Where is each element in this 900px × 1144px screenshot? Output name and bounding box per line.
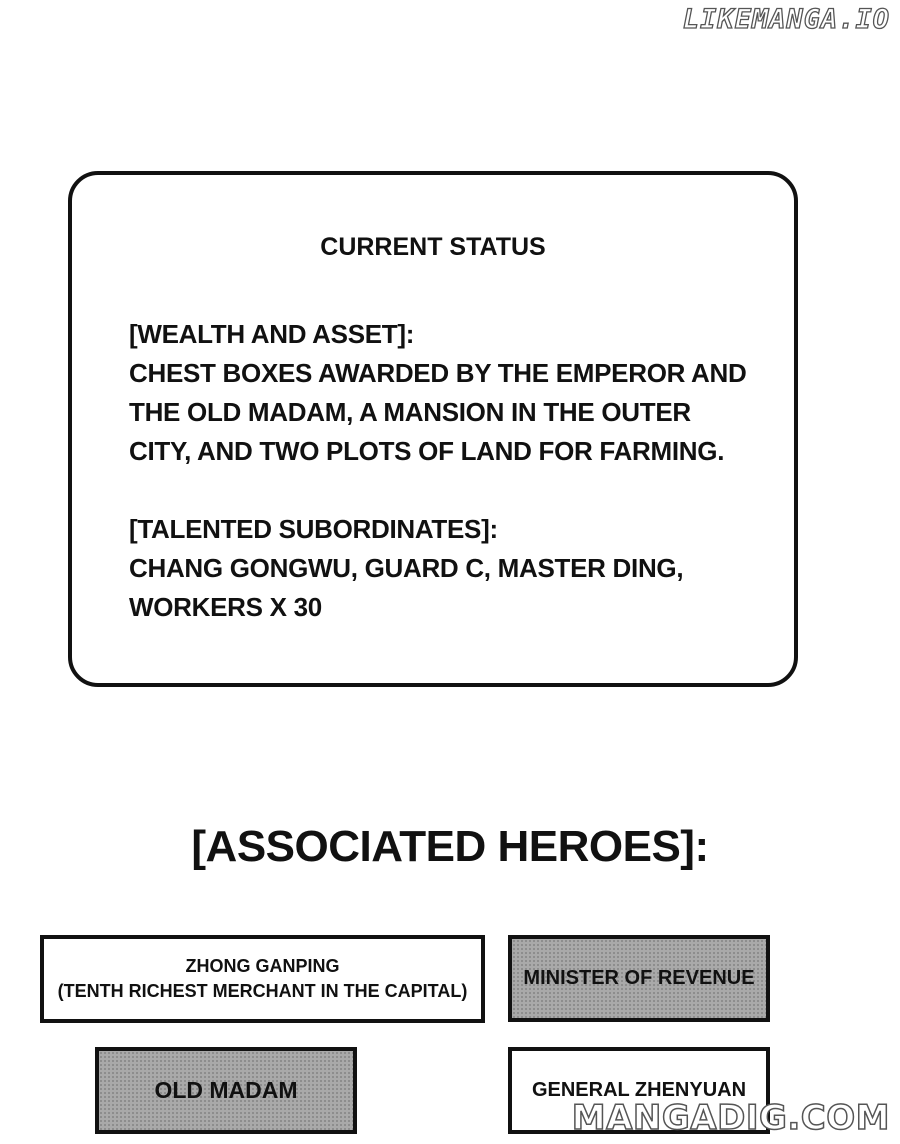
hero-box-old-madam [95,1047,357,1134]
hero-name: MINISTER OF REVENUE [523,967,755,989]
hero-box-minister-of-revenue [508,935,770,1022]
status-title: CURRENT STATUS [320,233,546,261]
status-body [129,315,769,627]
hero-name: OLD MADAM [154,1077,298,1103]
wealth-heading: [WEALTH AND ASSET]: [129,319,415,349]
subordinates-heading: [TALENTED SUBORDINATES]: [129,514,498,544]
current-status-panel [68,171,798,687]
hero-box-zhong-ganping [40,935,485,1023]
watermark-top: LIKEMANGA.IO [682,4,890,35]
hero-name: ZHONG GANPING [185,956,340,976]
wealth-line: CHEST BOXES AWARDED BY THE EMPEROR AND [129,358,747,388]
section-gap [129,471,769,510]
hero-name: GENERAL ZHENYUAN [531,1079,747,1101]
subordinates-line: WORKERS X 30 [129,592,322,622]
wealth-line: CITY, AND TWO PLOTS OF LAND FOR FARMING. [129,436,725,466]
associated-heroes-heading: [ASSOCIATED HEROES]: [191,822,709,871]
wealth-line: THE OLD MADAM, A MANSION IN THE OUTER [129,397,691,427]
subordinates-line: CHANG GONGWU, GUARD C, MASTER DING, [129,553,684,583]
hero-note: (TENTH RICHEST MERCHANT IN THE CAPITAL) [57,981,468,1001]
watermark-bottom: MANGADIG.COM [571,1098,890,1138]
